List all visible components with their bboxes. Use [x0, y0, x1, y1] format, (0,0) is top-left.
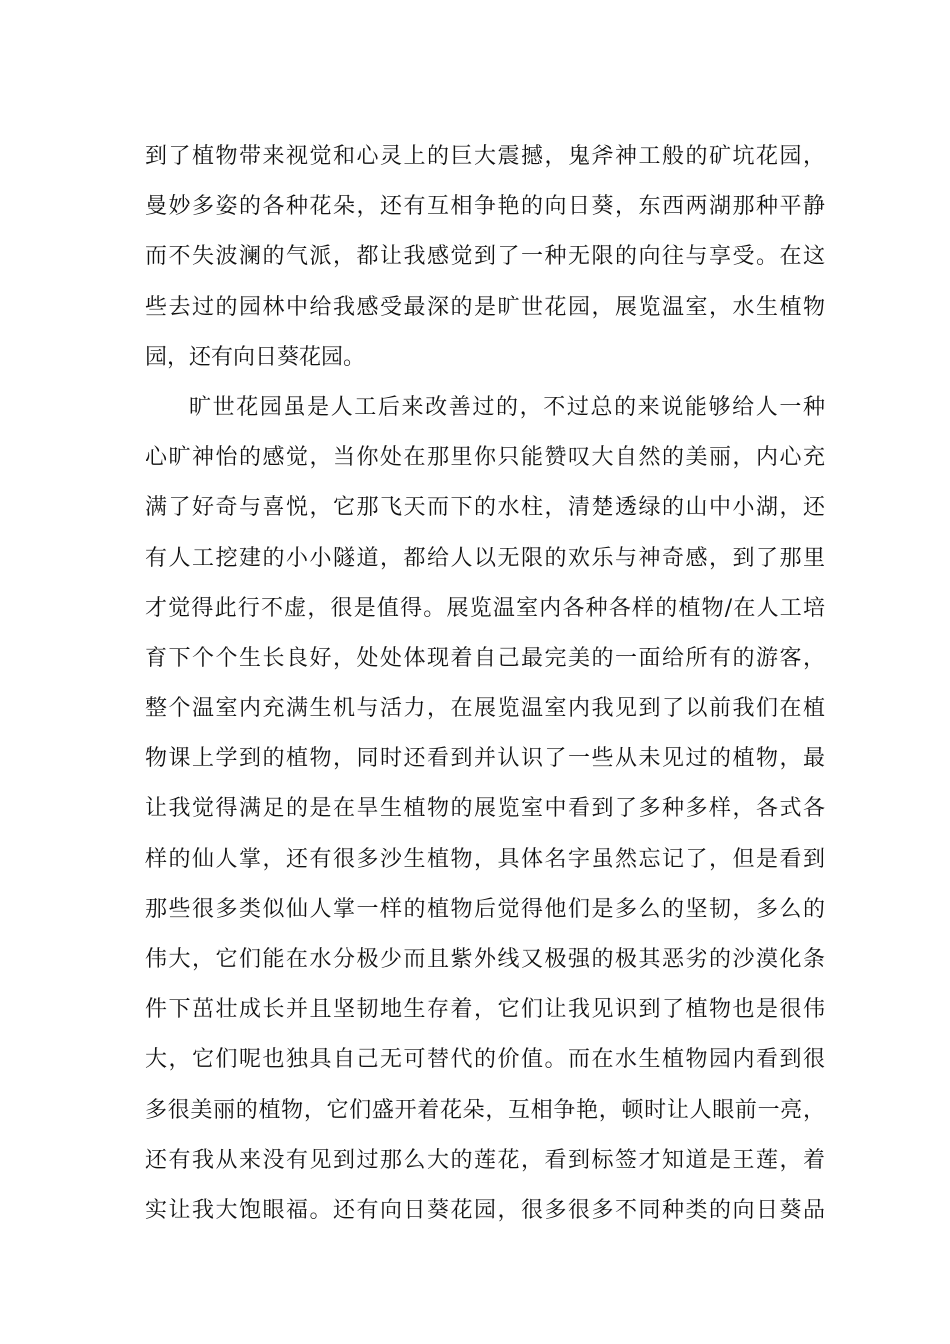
- text-line: 伟大，它们能在水分极少而且紫外线又极强的极其恶劣的沙漠化条: [145, 947, 825, 972]
- paragraph-2: [145, 383, 825, 1236]
- text-line: 有人工挖建的小小隧道，都给人以无限的欢乐与神奇感，到了那里: [145, 545, 825, 571]
- body-text: [145, 132, 825, 1236]
- text-line: 件下茁壮成长并且坚韧地生存着，它们让我见识到了植物也是很伟: [145, 997, 825, 1023]
- text-line: 心旷神怡的感觉，当你处在那里你只能赞叹大自然的美丽，内心充: [145, 445, 825, 471]
- text-line: 满了好奇与喜悦，它那飞天而下的水柱，清楚透绿的山中小湖，还: [145, 495, 825, 521]
- text-line: 些去过的园林中给我感受最深的是旷世花园，展览温室，水生植物: [145, 294, 825, 320]
- text-line: 而不失波澜的气派，都让我感觉到了一种无限的向往与享受。在这: [145, 244, 825, 270]
- text-line: 样的仙人掌，还有很多沙生植物，具体名字虽然忘记了，但是看到: [145, 846, 825, 872]
- text-line: 实让我大饱眼福。还有向日葵花园，很多很多不同种类的向日葵品: [145, 1197, 825, 1223]
- text-line: 那些很多类似仙人掌一样的植物后觉得他们是多么的坚韧，多么的: [145, 896, 825, 922]
- text-line: 育下个个生长良好，处处体现着自己最完美的一面给所有的游客，: [145, 645, 825, 671]
- text-line: 到了植物带来视觉和心灵上的巨大震撼，鬼斧神工般的矿坑花园，: [145, 144, 825, 169]
- text-line: 多很美丽的植物，它们盛开着花朵，互相争艳，顿时让人眼前一亮，: [145, 1097, 825, 1123]
- text-line: 旷世花园虽是人工后来改善过的，不过总的来说能够给人一种: [189, 394, 825, 420]
- paragraph-1: [145, 132, 825, 383]
- text-line: 整个温室内充满生机与活力，在展览温室内我见到了以前我们在植: [145, 696, 825, 722]
- text-line: 大，它们呢也独具自己无可替代的价值。而在水生植物园内看到很: [145, 1047, 825, 1073]
- text-line: 园，还有向日葵花园。: [145, 344, 366, 370]
- text-line: 才觉得此行不虚，很是值得。展览温室内各种各样的植物/在人工培: [145, 595, 825, 621]
- text-line: 曼妙多姿的各种花朵，还有互相争艳的向日葵，东西两湖那种平静: [145, 194, 825, 220]
- text-line: 物课上学到的植物，同时还看到并认识了一些从未见过的植物，最: [145, 746, 825, 772]
- text-line: 让我觉得满足的是在旱生植物的展览室中看到了多种多样，各式各: [145, 796, 825, 822]
- text-line: 还有我从来没有见到过那么大的莲花，看到标签才知道是王莲，着: [145, 1147, 825, 1173]
